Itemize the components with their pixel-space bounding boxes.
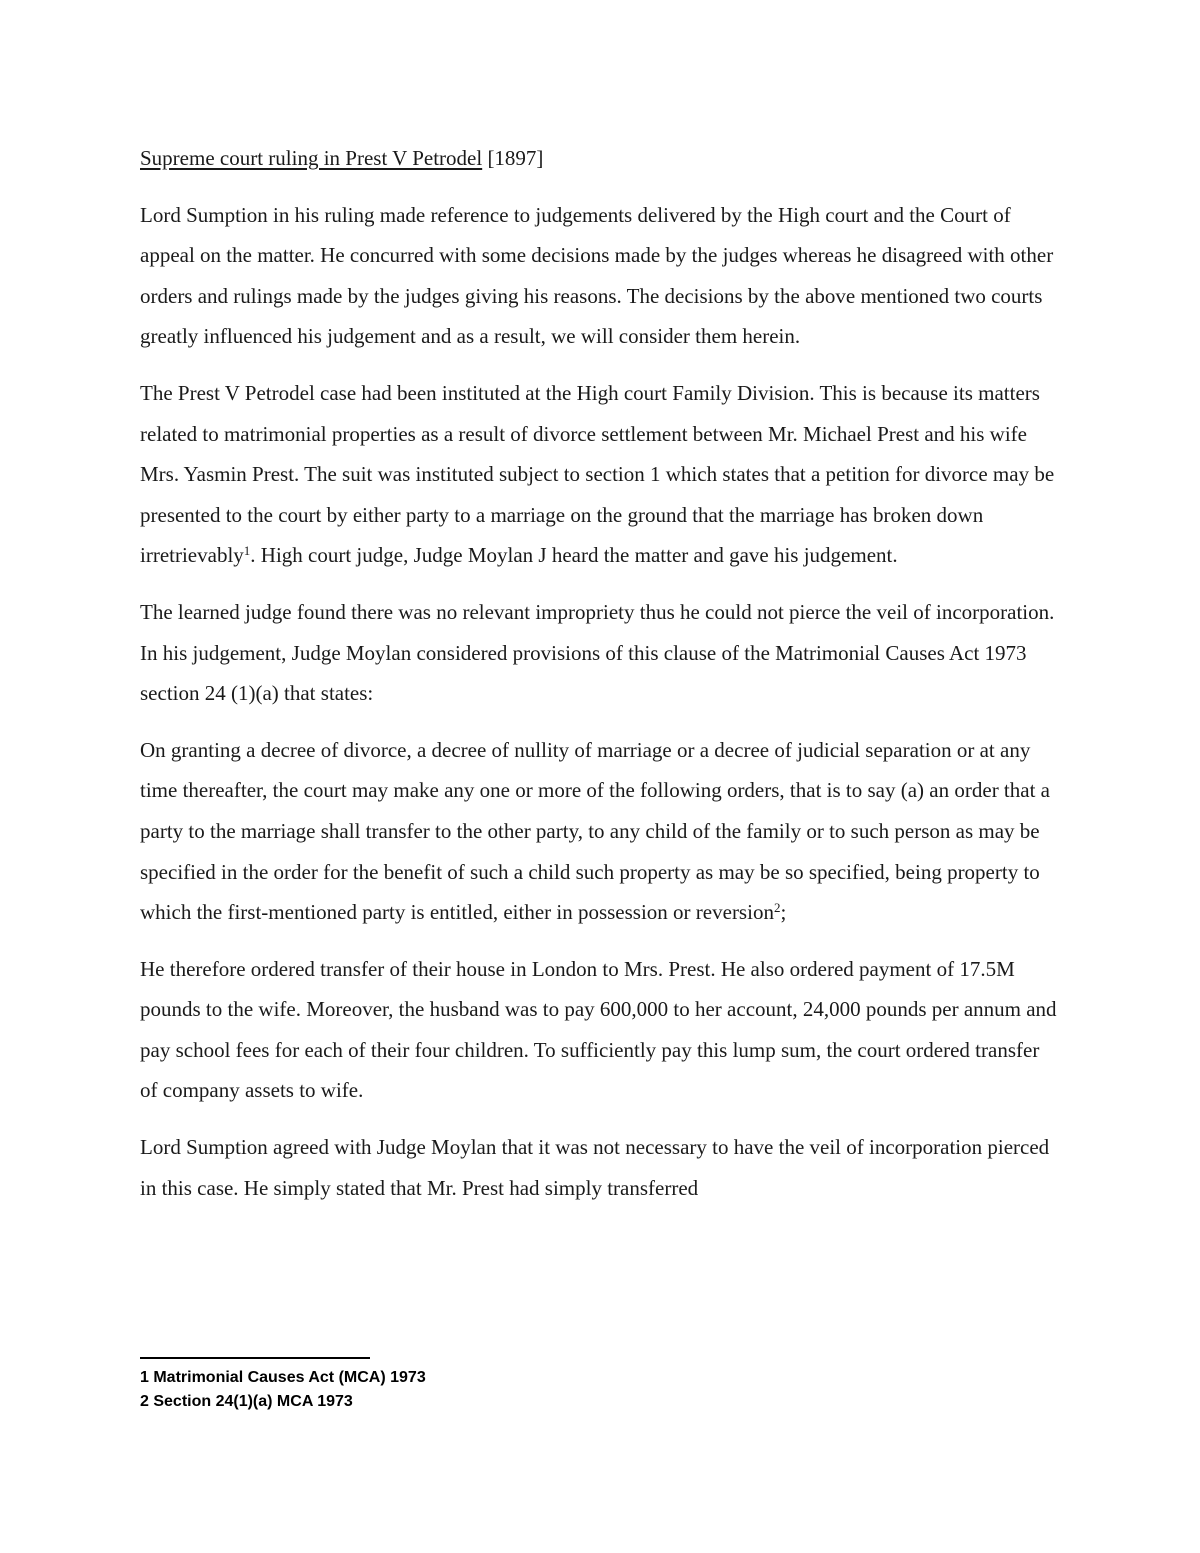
heading-title: Supreme court ruling in Prest V Petrodel [140,146,483,170]
footnote-ref-1: 1 [243,543,251,559]
footnote-2: 2 Section 24(1)(a) MCA 1973 [140,1392,353,1410]
footnote-ref-2: 2 [773,900,781,916]
document-heading [140,138,1060,179]
footnote-1: 1 Matrimonial Causes Act (MCA) 1973 [140,1369,426,1386]
paragraph-1: Lord Sumption in his ruling made reference to judgements delivered by the High court and the Court of appeal on the matter. He concurred with some decisions made by the judges whereas he disagreed with other orders and rulings made by the judges giving his reasons. The decisions by the above mentioned two courts greatly influenced his judgement and as a result, we will consider them herein. [140,202,1054,349]
paragraph-4-text: On granting a decree of divorce, a decree of nullity of marriage or a decree of judicial separation or at any time thereafter, the court may make any one or more of the following orders, that is to say (a) an order that a party to the marriage shall transfer to the other party, to any child of the family or to such person as may be specified in the order for the benefit of such a child such property as may be so specified, being property to which the first-mentioned party is entitled, either in possession or reversion [140,737,1050,925]
footnote-separator [140,1357,370,1359]
paragraph-6: Lord Sumption agreed with Judge Moylan that it was not necessary to have the veil of incorporation pierced in this case. He simply stated that Mr. Prest had simply transferred [140,1135,1050,1200]
heading-year: [1897] [482,146,544,170]
paragraph-2-text: The Prest V Petrodel case had been instituted at the High court Family Division. This is because its matters related to matrimonial properties as a result of divorce settlement between Mr. Michael Prest and his wife Mrs. Yasmin Prest. The suit was instituted subject to section 1 which states that a petition for divorce may be presented to the court by either party to a marriage on the ground that the marriage has broken down irretrievably [140,380,1055,568]
paragraph-2-text-end: . High court judge, Judge Moylan J heard the matter and gave his judgement. [250,543,898,568]
paragraph-3: The learned judge found there was no relevant impropriety thus he could not pierce the veil of incorporation. In his judgement, Judge Moylan considered provisions of this clause of the Matrimonial Causes Act 1973 section 24 (1)(a) that states: [140,599,1055,706]
paragraph-4-quote [140,730,1060,933]
paragraph-4-text-end: ; [780,900,787,925]
paragraph-2 [140,373,1060,576]
footnotes [140,1366,740,1413]
document-body [140,138,1060,1224]
paragraph-5: He therefore ordered transfer of their house in London to Mrs. Prest. He also ordered payment of 17.5M pounds to the wife. Moreover, the husband was to pay 600,000 to her account, 24,000 pounds per annum and pay school fees for each of their four children. To sufficiently pay this lump sum, the court ordered transfer of company assets to wife. [140,956,1057,1103]
